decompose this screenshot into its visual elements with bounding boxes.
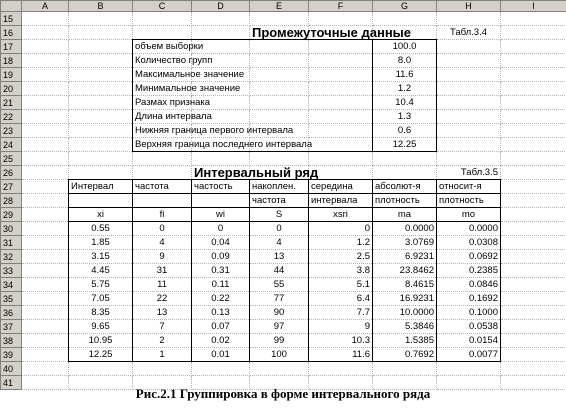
cell-c34[interactable]: 11 [133, 278, 192, 292]
cell-f39[interactable]: 11.6 [309, 348, 373, 362]
cell-e29[interactable]: S [250, 208, 309, 222]
cell-e20[interactable] [250, 82, 309, 96]
cell-b24[interactable] [69, 138, 133, 152]
row-header-39[interactable]: 39 [1, 348, 22, 362]
cell-b25[interactable] [69, 152, 133, 166]
cell-d39[interactable]: 0.01 [192, 348, 250, 362]
cell-a20[interactable] [22, 82, 69, 96]
cell-f18[interactable] [309, 54, 373, 68]
cell-e17[interactable] [250, 40, 309, 54]
sheet-row [1, 320, 566, 334]
cell-h33[interactable]: 0.2385 [437, 264, 501, 278]
cell-d32[interactable]: 0.09 [192, 250, 250, 264]
cell-h22[interactable] [437, 110, 501, 124]
cell-h28[interactable]: плотность [437, 194, 501, 208]
cell-d31[interactable]: 0.04 [192, 236, 250, 250]
cell-d16[interactable] [192, 26, 250, 40]
cell-c21[interactable]: Размах признака [133, 96, 192, 110]
cell-e18[interactable] [250, 54, 309, 68]
cell-b32[interactable]: 3.15 [69, 250, 133, 264]
sheet-row [1, 222, 566, 236]
cell-e38[interactable]: 99 [250, 334, 309, 348]
cell-h30[interactable]: 0.0000 [437, 222, 501, 236]
cell-b18[interactable] [69, 54, 133, 68]
column-header-a[interactable]: A [22, 1, 69, 12]
row-header-34[interactable]: 34 [1, 278, 22, 292]
cell-c23[interactable]: Нижняя граница первого интервала [133, 124, 192, 138]
cell-g21[interactable]: 10.4 [373, 96, 437, 110]
cell-f17[interactable] [309, 40, 373, 54]
cell-f37[interactable]: 9 [309, 320, 373, 334]
cell-d40[interactable] [192, 362, 250, 376]
cell-c20[interactable]: Минимальное значение [133, 82, 192, 96]
cell-g32[interactable]: 6.9231 [373, 250, 437, 264]
cell-c39[interactable]: 1 [133, 348, 192, 362]
cell-e30[interactable]: 0 [250, 222, 309, 236]
cell-f30[interactable]: 0 [309, 222, 373, 236]
cell-a15[interactable] [22, 12, 69, 26]
sheet-row [1, 124, 566, 138]
sheet-row [1, 292, 566, 306]
cell-a38[interactable] [22, 334, 69, 348]
sheet-row [1, 362, 566, 376]
cell-a25[interactable] [22, 152, 69, 166]
cell-a39[interactable] [22, 348, 69, 362]
cell-b31[interactable]: 1.85 [69, 236, 133, 250]
cell-b27[interactable]: Интервал [69, 180, 133, 194]
cell-g25[interactable] [373, 152, 437, 166]
cell-a40[interactable] [22, 362, 69, 376]
cell-e34[interactable]: 55 [250, 278, 309, 292]
cell-i29[interactable] [501, 208, 566, 222]
cell-a18[interactable] [22, 54, 69, 68]
cell-a36[interactable] [22, 306, 69, 320]
row-header-19[interactable]: 19 [1, 68, 22, 82]
cell-b39[interactable]: 12.25 [69, 348, 133, 362]
cell-b19[interactable] [69, 68, 133, 82]
cell-h26[interactable]: Табл.3.5 [437, 166, 501, 180]
cell-g39[interactable]: 0.7692 [373, 348, 437, 362]
cell-f24[interactable] [309, 138, 373, 152]
cell-h39[interactable]: 0.0077 [437, 348, 501, 362]
cell-i36[interactable] [501, 306, 566, 320]
cell-g34[interactable]: 8.4615 [373, 278, 437, 292]
cell-h36[interactable]: 0.1000 [437, 306, 501, 320]
column-header-i[interactable]: I [501, 1, 566, 12]
sheet-row [1, 96, 566, 110]
row-header-17[interactable]: 17 [1, 40, 22, 54]
cell-f26[interactable] [309, 166, 373, 180]
sheet-row [1, 334, 566, 348]
cell-f23[interactable] [309, 124, 373, 138]
cell-e21[interactable] [250, 96, 309, 110]
cell-e37[interactable]: 97 [250, 320, 309, 334]
cell-i37[interactable] [501, 320, 566, 334]
cell-g26[interactable] [373, 166, 437, 180]
cell-a32[interactable] [22, 250, 69, 264]
row-header-22[interactable]: 22 [1, 110, 22, 124]
cell-b36[interactable]: 8.35 [69, 306, 133, 320]
cell-a37[interactable] [22, 320, 69, 334]
cell-b28[interactable] [69, 194, 133, 208]
cell-h19[interactable] [437, 68, 501, 82]
cell-f25[interactable] [309, 152, 373, 166]
cell-i31[interactable] [501, 236, 566, 250]
cell-d27[interactable]: частость [192, 180, 250, 194]
row-header-27[interactable]: 27 [1, 180, 22, 194]
row-header-37[interactable]: 37 [1, 320, 22, 334]
cell-i23[interactable] [501, 124, 566, 138]
cell-d29[interactable]: wi [192, 208, 250, 222]
cell-h15[interactable] [437, 12, 501, 26]
cell-f27[interactable]: середина [309, 180, 373, 194]
cell-g23[interactable]: 0.6 [373, 124, 437, 138]
cell-a30[interactable] [22, 222, 69, 236]
cell-a16[interactable] [22, 26, 69, 40]
cell-i32[interactable] [501, 250, 566, 264]
cell-g27[interactable]: абсолют-я [373, 180, 437, 194]
cell-e22[interactable] [250, 110, 309, 124]
cell-b29[interactable]: xi [69, 208, 133, 222]
cell-b35[interactable]: 7.05 [69, 292, 133, 306]
cell-i21[interactable] [501, 96, 566, 110]
cell-h40[interactable] [437, 362, 501, 376]
cell-e31[interactable]: 4 [250, 236, 309, 250]
cell-h23[interactable] [437, 124, 501, 138]
sheet-row [1, 180, 566, 194]
cell-b34[interactable]: 5.75 [69, 278, 133, 292]
cell-b40[interactable] [69, 362, 133, 376]
cell-i15[interactable] [501, 12, 566, 26]
cell-g29[interactable]: ma [373, 208, 437, 222]
row-header-20[interactable]: 20 [1, 82, 22, 96]
cell-c18[interactable]: Количество групп [133, 54, 192, 68]
sheet-row [1, 40, 566, 54]
cell-d35[interactable]: 0.22 [192, 292, 250, 306]
cell-b21[interactable] [69, 96, 133, 110]
cell-g20[interactable]: 1.2 [373, 82, 437, 96]
row-header-29[interactable]: 29 [1, 208, 22, 222]
cell-i18[interactable] [501, 54, 566, 68]
cell-c26[interactable] [133, 166, 192, 180]
row-header-24[interactable]: 24 [1, 138, 22, 152]
cell-b20[interactable] [69, 82, 133, 96]
cell-d25[interactable] [192, 152, 250, 166]
cell-c19[interactable]: Максимальное значение [133, 68, 192, 82]
cell-i35[interactable] [501, 292, 566, 306]
sheet-row [1, 250, 566, 264]
cell-i39[interactable] [501, 348, 566, 362]
cell-i26[interactable] [501, 166, 566, 180]
cell-a34[interactable] [22, 278, 69, 292]
sheet-row [1, 152, 566, 166]
row-header-41[interactable]: 41 [1, 376, 22, 390]
cell-f19[interactable] [309, 68, 373, 82]
cell-i34[interactable] [501, 278, 566, 292]
cell-g19[interactable]: 11.6 [373, 68, 437, 82]
cell-a26[interactable] [22, 166, 69, 180]
cell-d36[interactable]: 0.13 [192, 306, 250, 320]
cell-h16[interactable]: Табл.3.4 [437, 26, 501, 40]
cell-c30[interactable]: 0 [133, 222, 192, 236]
cell-h37[interactable]: 0.0538 [437, 320, 501, 334]
cell-i19[interactable] [501, 68, 566, 82]
row-header-31[interactable]: 31 [1, 236, 22, 250]
cell-h25[interactable] [437, 152, 501, 166]
cell-c35[interactable]: 22 [133, 292, 192, 306]
cell-b23[interactable] [69, 124, 133, 138]
cell-e33[interactable]: 44 [250, 264, 309, 278]
row-header-32[interactable]: 32 [1, 250, 22, 264]
sheet-row [1, 194, 566, 208]
cell-f15[interactable] [309, 12, 373, 26]
sheet-row [1, 236, 566, 250]
cell-c38[interactable]: 2 [133, 334, 192, 348]
cell-g36[interactable]: 10.0000 [373, 306, 437, 320]
column-header-e[interactable]: E [250, 1, 309, 12]
cell-e25[interactable] [250, 152, 309, 166]
column-header-d[interactable]: D [192, 1, 250, 12]
cell-d37[interactable]: 0.07 [192, 320, 250, 334]
cell-i30[interactable] [501, 222, 566, 236]
cell-b17[interactable] [69, 40, 133, 54]
cell-f32[interactable]: 2.5 [309, 250, 373, 264]
sheet-row [1, 68, 566, 82]
row-header-40[interactable]: 40 [1, 362, 22, 376]
sheet-row [1, 278, 566, 292]
cell-e28[interactable]: частота [250, 194, 309, 208]
cell-f33[interactable]: 3.8 [309, 264, 373, 278]
cell-c32[interactable]: 9 [133, 250, 192, 264]
row-header-23[interactable]: 23 [1, 124, 22, 138]
cell-g37[interactable]: 5.3846 [373, 320, 437, 334]
column-header-g[interactable]: G [373, 1, 437, 12]
cell-f20[interactable] [309, 82, 373, 96]
cell-a33[interactable] [22, 264, 69, 278]
cell-i22[interactable] [501, 110, 566, 124]
cell-g18[interactable]: 8.0 [373, 54, 437, 68]
cell-b22[interactable] [69, 110, 133, 124]
row-header-36[interactable]: 36 [1, 306, 22, 320]
cell-d38[interactable]: 0.02 [192, 334, 250, 348]
cell-f28[interactable]: интервала [309, 194, 373, 208]
cell-b26[interactable] [69, 166, 133, 180]
cell-a24[interactable] [22, 138, 69, 152]
sheet-row [1, 138, 566, 152]
sheet-row [1, 54, 566, 68]
cell-i17[interactable] [501, 40, 566, 54]
cell-h24[interactable] [437, 138, 501, 152]
sheet-row [1, 12, 566, 26]
column-header-f[interactable]: F [309, 1, 373, 12]
cell-a21[interactable] [22, 96, 69, 110]
cell-b37[interactable]: 9.65 [69, 320, 133, 334]
cell-b38[interactable]: 10.95 [69, 334, 133, 348]
row-header-30[interactable]: 30 [1, 222, 22, 236]
cell-f34[interactable]: 5.1 [309, 278, 373, 292]
cell-a17[interactable] [22, 40, 69, 54]
sheet-row [1, 348, 566, 362]
cell-f31[interactable]: 1.2 [309, 236, 373, 250]
cell-g15[interactable] [373, 12, 437, 26]
select-all-corner[interactable] [1, 1, 22, 12]
cell-a31[interactable] [22, 236, 69, 250]
cell-i27[interactable] [501, 180, 566, 194]
cell-g33[interactable]: 23.8462 [373, 264, 437, 278]
cell-i40[interactable] [501, 362, 566, 376]
cell-c40[interactable] [133, 362, 192, 376]
cell-c31[interactable]: 4 [133, 236, 192, 250]
cell-c36[interactable]: 13 [133, 306, 192, 320]
sheet-row [1, 82, 566, 96]
figure-caption: Рис.2.1 Группировка в форме интервального ряда [135, 386, 431, 401]
cell-c25[interactable] [133, 152, 192, 166]
cell-g22[interactable]: 1.3 [373, 110, 437, 124]
row-header-33[interactable]: 33 [1, 264, 22, 278]
cell-c15[interactable] [133, 12, 192, 26]
row-header-25[interactable]: 25 [1, 152, 22, 166]
cell-i33[interactable] [501, 264, 566, 278]
cell-c37[interactable]: 7 [133, 320, 192, 334]
cell-c22[interactable]: Длина интервала [133, 110, 192, 124]
sheet-row [1, 264, 566, 278]
cell-g38[interactable]: 1.5385 [373, 334, 437, 348]
cell-f21[interactable] [309, 96, 373, 110]
cell-a19[interactable] [22, 68, 69, 82]
cell-i16[interactable] [501, 26, 566, 40]
cell-g17[interactable]: 100.0 [373, 40, 437, 54]
cell-a35[interactable] [22, 292, 69, 306]
row-header-38[interactable]: 38 [1, 334, 22, 348]
row-header-35[interactable]: 35 [1, 292, 22, 306]
cell-b15[interactable] [69, 12, 133, 26]
cell-c33[interactable]: 31 [133, 264, 192, 278]
cell-i24[interactable] [501, 138, 566, 152]
cell-i28[interactable] [501, 194, 566, 208]
cell-e39[interactable]: 100 [250, 348, 309, 362]
cell-d15[interactable] [192, 12, 250, 26]
cell-d26[interactable]: Интервальный ряд [192, 166, 250, 180]
cell-c24[interactable]: Верхняя граница последнего интервала [133, 138, 192, 152]
cell-e27[interactable]: накоплен. [250, 180, 309, 194]
column-header-c[interactable]: C [133, 1, 192, 12]
cell-c27[interactable]: частота [133, 180, 192, 194]
cell-g35[interactable]: 16.9231 [373, 292, 437, 306]
cell-h21[interactable] [437, 96, 501, 110]
cell-i20[interactable] [501, 82, 566, 96]
cell-e36[interactable]: 90 [250, 306, 309, 320]
sheet-row [1, 26, 566, 40]
cell-c17[interactable]: объем выборки [133, 40, 192, 54]
cell-a29[interactable] [22, 208, 69, 222]
cell-g31[interactable]: 3.0769 [373, 236, 437, 250]
cell-f35[interactable]: 6.4 [309, 292, 373, 306]
cell-f29[interactable]: xsri [309, 208, 373, 222]
cell-d34[interactable]: 0.11 [192, 278, 250, 292]
cell-f36[interactable]: 7.7 [309, 306, 373, 320]
cell-e35[interactable]: 77 [250, 292, 309, 306]
row-header-18[interactable]: 18 [1, 54, 22, 68]
cell-g40[interactable] [373, 362, 437, 376]
sheet-row [1, 208, 566, 222]
cell-c28[interactable] [133, 194, 192, 208]
cell-h32[interactable]: 0.0692 [437, 250, 501, 264]
row-header-26[interactable]: 26 [1, 166, 22, 180]
cell-e16[interactable]: Промежуточные данные [250, 26, 309, 40]
cell-g24[interactable]: 12.25 [373, 138, 437, 152]
cell-c29[interactable]: fi [133, 208, 192, 222]
row-header-21[interactable]: 21 [1, 96, 22, 110]
cell-e32[interactable]: 13 [250, 250, 309, 264]
cell-f40[interactable] [309, 362, 373, 376]
row-header-15[interactable]: 15 [1, 12, 22, 26]
cell-d30[interactable]: 0 [192, 222, 250, 236]
cell-b30[interactable]: 0.55 [69, 222, 133, 236]
cell-d28[interactable] [192, 194, 250, 208]
cell-b16[interactable] [69, 26, 133, 40]
cell-a27[interactable] [22, 180, 69, 194]
cell-h38[interactable]: 0.0154 [437, 334, 501, 348]
cell-h34[interactable]: 0.0846 [437, 278, 501, 292]
cell-h29[interactable]: mo [437, 208, 501, 222]
cell-b33[interactable]: 4.45 [69, 264, 133, 278]
cell-a23[interactable] [22, 124, 69, 138]
cell-e40[interactable] [250, 362, 309, 376]
cell-h20[interactable] [437, 82, 501, 96]
column-header-h[interactable]: H [437, 1, 501, 12]
cell-h35[interactable]: 0.1692 [437, 292, 501, 306]
cell-c16[interactable] [133, 26, 192, 40]
cell-a22[interactable] [22, 110, 69, 124]
cell-a28[interactable] [22, 194, 69, 208]
column-header-b[interactable]: B [69, 1, 133, 12]
row-header-16[interactable]: 16 [1, 26, 22, 40]
cell-h31[interactable]: 0.0308 [437, 236, 501, 250]
cell-f38[interactable]: 10.3 [309, 334, 373, 348]
cell-h17[interactable] [437, 40, 501, 54]
cell-i38[interactable] [501, 334, 566, 348]
cell-h18[interactable] [437, 54, 501, 68]
cell-d33[interactable]: 0.31 [192, 264, 250, 278]
sheet-row [1, 110, 566, 124]
cell-f22[interactable] [309, 110, 373, 124]
cell-e19[interactable] [250, 68, 309, 82]
cell-e15[interactable] [250, 12, 309, 26]
cell-i25[interactable] [501, 152, 566, 166]
sheet-row [1, 166, 566, 180]
row-header-28[interactable]: 28 [1, 194, 22, 208]
cell-g28[interactable]: плотность [373, 194, 437, 208]
cell-g30[interactable]: 0.0000 [373, 222, 437, 236]
sheet-row [1, 306, 566, 320]
cell-h27[interactable]: относит-я [437, 180, 501, 194]
